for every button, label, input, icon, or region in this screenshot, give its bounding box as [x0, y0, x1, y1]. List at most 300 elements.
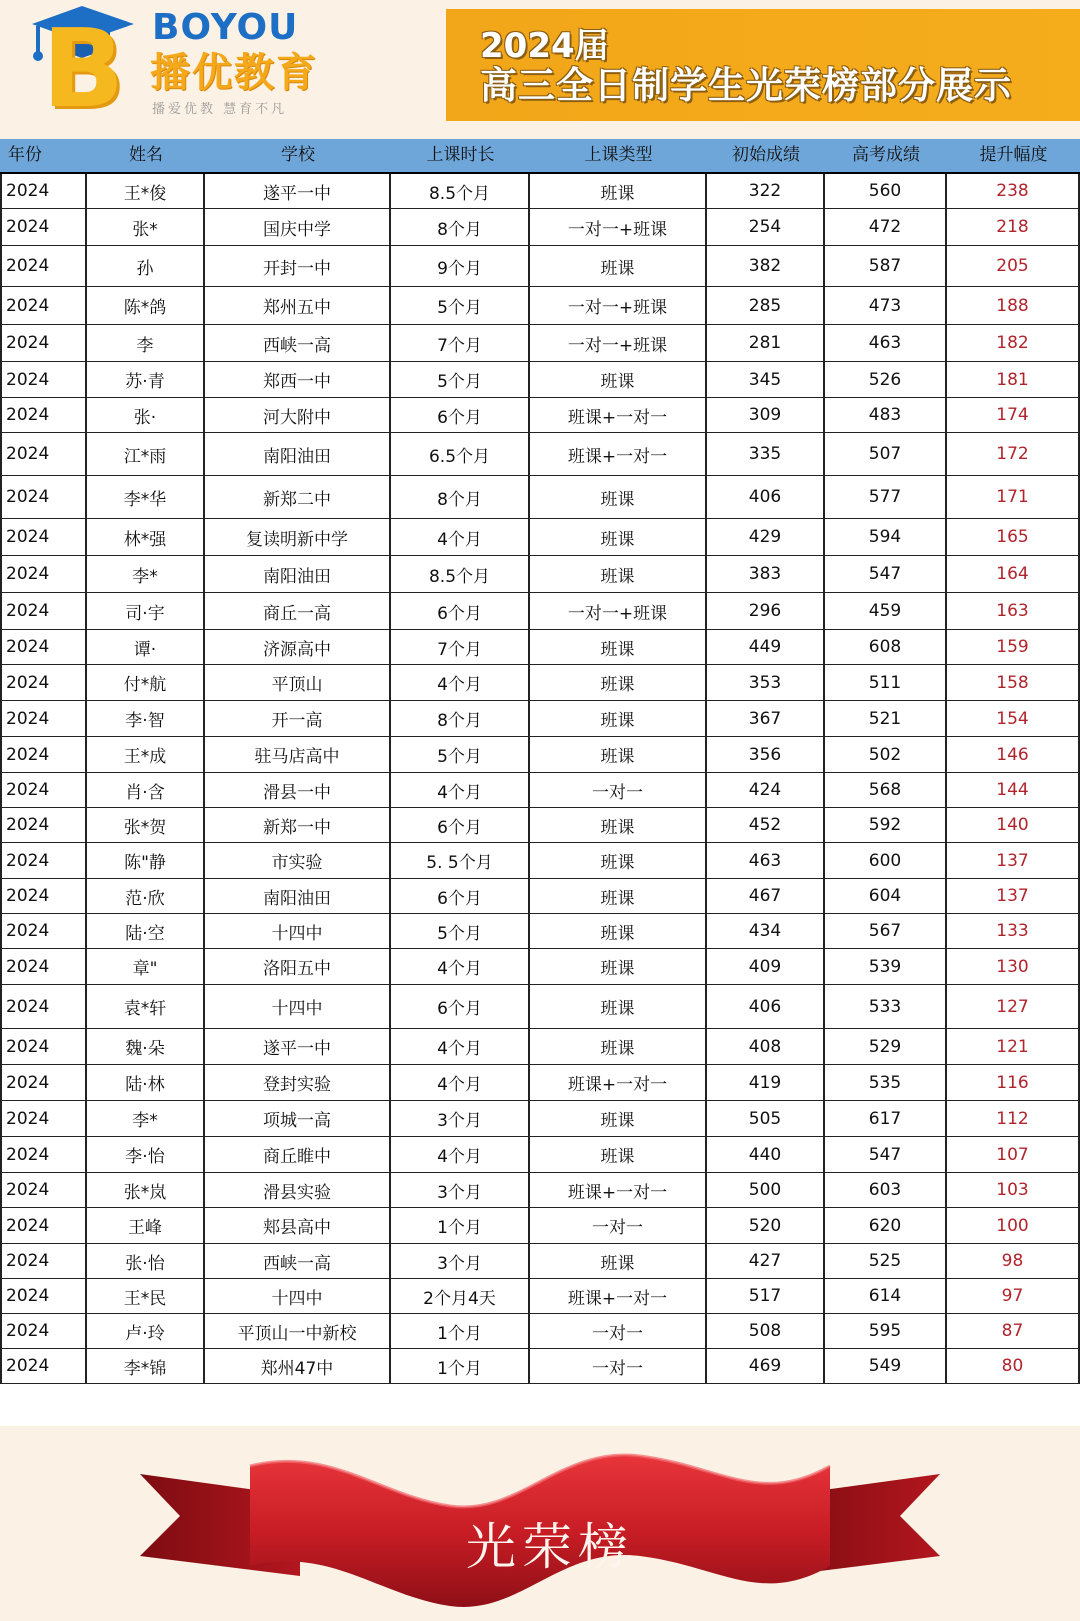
cell-duration: 4个月 — [391, 949, 530, 984]
cell-initial-score: 469 — [707, 1349, 825, 1383]
cell-class-type: 班课 — [530, 246, 707, 286]
cell-class-type: 一对一 — [530, 1349, 707, 1383]
cell-name: 李·智 — [87, 701, 205, 736]
cell-duration: 4个月 — [391, 773, 530, 807]
cell-year: 2024 — [0, 985, 87, 1028]
cell-improvement: 137 — [947, 879, 1080, 913]
cell-school: 洛阳五中 — [205, 949, 391, 984]
cell-school: 南阳油田 — [205, 879, 391, 913]
cell-initial-score: 309 — [707, 398, 825, 432]
title-banner — [446, 9, 1080, 121]
cell-year: 2024 — [0, 808, 87, 842]
cell-duration: 1个月 — [391, 1349, 530, 1383]
cell-class-type: 班课 — [530, 630, 707, 664]
cell-exam-score: 472 — [825, 209, 947, 245]
table-row — [0, 843, 1080, 879]
table-row — [0, 1065, 1080, 1101]
title-main: 高三全日制学生光荣榜部分展示 — [480, 64, 1012, 107]
cell-name: 司·宇 — [87, 593, 205, 629]
cell-year: 2024 — [0, 914, 87, 948]
cell-name: 袁*轩 — [87, 985, 205, 1028]
cell-improvement: 103 — [947, 1173, 1080, 1207]
cell-school: 滑县一中 — [205, 773, 391, 807]
cell-class-type: 班课 — [530, 362, 707, 397]
table-row — [0, 1137, 1080, 1173]
table-row — [0, 1279, 1080, 1314]
table-row — [0, 433, 1080, 476]
cell-initial-score: 254 — [707, 209, 825, 245]
cell-initial-score: 419 — [707, 1065, 825, 1100]
brand-name-en: BOYOU — [152, 7, 299, 48]
cell-exam-score: 547 — [825, 556, 947, 592]
cell-year: 2024 — [0, 398, 87, 432]
cell-class-type: 班课 — [530, 1244, 707, 1278]
cell-exam-score: 595 — [825, 1314, 947, 1348]
cell-improvement: 205 — [947, 246, 1080, 286]
cell-year: 2024 — [0, 1349, 87, 1383]
cell-duration: 3个月 — [391, 1244, 530, 1278]
cell-class-type: 班课 — [530, 1101, 707, 1136]
table-row — [0, 287, 1080, 325]
cell-name: 魏·朵 — [87, 1029, 205, 1064]
cell-improvement: 137 — [947, 843, 1080, 878]
cell-exam-score: 533 — [825, 985, 947, 1028]
cell-duration: 1个月 — [391, 1208, 530, 1243]
table-row — [0, 773, 1080, 808]
table-row — [0, 398, 1080, 433]
cell-initial-score: 409 — [707, 949, 825, 984]
cell-name: 肖·含 — [87, 773, 205, 807]
cell-class-type: 班课 — [530, 476, 707, 518]
cell-improvement: 127 — [947, 985, 1080, 1028]
cell-year: 2024 — [0, 737, 87, 772]
cell-name: 李* — [87, 556, 205, 592]
cell-duration: 7个月 — [391, 325, 530, 361]
cell-name: 李·怡 — [87, 1137, 205, 1172]
cell-class-type: 班课 — [530, 843, 707, 878]
cell-duration: 4个月 — [391, 1065, 530, 1100]
cell-exam-score: 592 — [825, 808, 947, 842]
cell-improvement: 87 — [947, 1314, 1080, 1348]
cell-initial-score: 424 — [707, 773, 825, 807]
cell-initial-score: 517 — [707, 1279, 825, 1313]
cell-school: 开封一中 — [205, 246, 391, 286]
cell-school: 国庆中学 — [205, 209, 391, 245]
table-body — [0, 174, 1080, 1384]
cell-school: 西峡一高 — [205, 325, 391, 361]
cell-year: 2024 — [0, 1065, 87, 1100]
cell-duration: 8个月 — [391, 701, 530, 736]
cell-improvement: 140 — [947, 808, 1080, 842]
cell-improvement: 130 — [947, 949, 1080, 984]
cell-class-type: 班课 — [530, 985, 707, 1028]
cell-duration: 5. 5个月 — [391, 843, 530, 878]
cell-year: 2024 — [0, 593, 87, 629]
cell-school: 平顶山一中新校 — [205, 1314, 391, 1348]
table-row — [0, 1208, 1080, 1244]
table-row — [0, 737, 1080, 773]
table-row — [0, 630, 1080, 665]
cell-duration: 3个月 — [391, 1101, 530, 1136]
brand-logo — [24, 2, 424, 132]
cell-duration: 4个月 — [391, 1137, 530, 1172]
table-row — [0, 1314, 1080, 1349]
table-row — [0, 1029, 1080, 1065]
cell-class-type: 班课+一对一 — [530, 398, 707, 432]
cell-improvement: 172 — [947, 433, 1080, 475]
cell-duration: 5个月 — [391, 737, 530, 772]
cell-initial-score: 356 — [707, 737, 825, 772]
cell-year: 2024 — [0, 1029, 87, 1064]
cell-initial-score: 434 — [707, 914, 825, 948]
cell-name: 李*锦 — [87, 1349, 205, 1383]
cell-school: 十四中 — [205, 985, 391, 1028]
table-row — [0, 476, 1080, 519]
cell-exam-score: 511 — [825, 665, 947, 700]
cell-class-type: 班课 — [530, 949, 707, 984]
cell-improvement: 158 — [947, 665, 1080, 700]
cell-class-type: 班课 — [530, 914, 707, 948]
cell-exam-score: 568 — [825, 773, 947, 807]
cell-year: 2024 — [0, 1101, 87, 1136]
table-row — [0, 325, 1080, 362]
title-year: 2024届 — [480, 26, 609, 66]
table-row — [0, 1349, 1080, 1384]
cell-exam-score: 567 — [825, 914, 947, 948]
cell-name: 张·怡 — [87, 1244, 205, 1278]
cell-exam-score: 617 — [825, 1101, 947, 1136]
cell-school: 十四中 — [205, 914, 391, 948]
cell-name: 林*强 — [87, 519, 205, 555]
cell-exam-score: 521 — [825, 701, 947, 736]
cell-exam-score: 600 — [825, 843, 947, 878]
cell-improvement: 100 — [947, 1208, 1080, 1243]
cell-improvement: 121 — [947, 1029, 1080, 1064]
cell-initial-score: 281 — [707, 325, 825, 361]
cell-improvement: 164 — [947, 556, 1080, 592]
table-row — [0, 949, 1080, 985]
cell-exam-score: 529 — [825, 1029, 947, 1064]
cell-exam-score: 594 — [825, 519, 947, 555]
cell-school: 遂平一中 — [205, 174, 391, 208]
cell-school: 商丘一高 — [205, 593, 391, 629]
cell-class-type: 一对一+班课 — [530, 593, 707, 629]
cell-name: 谭· — [87, 630, 205, 664]
cell-class-type: 班课+一对一 — [530, 1279, 707, 1313]
cell-initial-score: 367 — [707, 701, 825, 736]
table-row — [0, 1173, 1080, 1208]
cell-exam-score: 525 — [825, 1244, 947, 1278]
cell-year: 2024 — [0, 246, 87, 286]
cell-class-type: 班课+一对一 — [530, 1173, 707, 1207]
cell-name: 孙 — [87, 246, 205, 286]
cell-name: 苏·青 — [87, 362, 205, 397]
cell-initial-score: 322 — [707, 174, 825, 208]
cell-name: 王*民 — [87, 1279, 205, 1313]
cell-year: 2024 — [0, 287, 87, 324]
cell-year: 2024 — [0, 556, 87, 592]
cell-school: 平顶山 — [205, 665, 391, 700]
cell-duration: 3个月 — [391, 1173, 530, 1207]
table-row — [0, 665, 1080, 701]
cell-initial-score: 285 — [707, 287, 825, 324]
cell-duration: 6个月 — [391, 879, 530, 913]
cell-year: 2024 — [0, 665, 87, 700]
cell-duration: 7个月 — [391, 630, 530, 664]
cell-class-type: 班课 — [530, 879, 707, 913]
cell-school: 西峡一高 — [205, 1244, 391, 1278]
cell-exam-score: 507 — [825, 433, 947, 475]
cell-exam-score: 526 — [825, 362, 947, 397]
cell-improvement: 116 — [947, 1065, 1080, 1100]
cell-exam-score: 539 — [825, 949, 947, 984]
cell-class-type: 一对一+班课 — [530, 325, 707, 361]
cell-exam-score: 560 — [825, 174, 947, 208]
cell-year: 2024 — [0, 879, 87, 913]
cell-duration: 6个月 — [391, 398, 530, 432]
cell-duration: 8个月 — [391, 209, 530, 245]
cell-improvement: 163 — [947, 593, 1080, 629]
cell-class-type: 一对一 — [530, 773, 707, 807]
cell-year: 2024 — [0, 433, 87, 475]
cell-class-type: 班课+一对一 — [530, 433, 707, 475]
table-row — [0, 701, 1080, 737]
cell-name: 张* — [87, 209, 205, 245]
cell-duration: 5个月 — [391, 914, 530, 948]
table-row — [0, 914, 1080, 949]
table-row — [0, 879, 1080, 914]
table-row — [0, 556, 1080, 593]
cell-name: 张· — [87, 398, 205, 432]
cell-initial-score: 467 — [707, 879, 825, 913]
cell-initial-score: 382 — [707, 246, 825, 286]
cell-class-type: 一对一 — [530, 1314, 707, 1348]
table-row — [0, 1244, 1080, 1279]
cell-name: 卢·玲 — [87, 1314, 205, 1348]
cell-year: 2024 — [0, 1244, 87, 1278]
cell-initial-score: 520 — [707, 1208, 825, 1243]
cell-duration: 4个月 — [391, 1029, 530, 1064]
cell-school: 开一高 — [205, 701, 391, 736]
cell-duration: 6个月 — [391, 593, 530, 629]
cell-initial-score: 335 — [707, 433, 825, 475]
header-name: 姓名 — [129, 145, 163, 165]
cell-year: 2024 — [0, 209, 87, 245]
cell-name: 王*俊 — [87, 174, 205, 208]
cell-initial-score: 429 — [707, 519, 825, 555]
cell-class-type: 一对一 — [530, 1208, 707, 1243]
logo-letter: B — [42, 7, 125, 132]
cell-name: 李* — [87, 1101, 205, 1136]
table-row — [0, 1101, 1080, 1137]
cell-school: 南阳油田 — [205, 433, 391, 475]
cell-improvement: 98 — [947, 1244, 1080, 1278]
cell-year: 2024 — [0, 843, 87, 878]
cell-name: 王峰 — [87, 1208, 205, 1243]
cell-class-type: 班课 — [530, 701, 707, 736]
cell-improvement: 107 — [947, 1137, 1080, 1172]
cell-name: 王*成 — [87, 737, 205, 772]
cell-school: 商丘睢中 — [205, 1137, 391, 1172]
cell-duration: 5个月 — [391, 287, 530, 324]
cell-initial-score: 345 — [707, 362, 825, 397]
cell-improvement: 238 — [947, 174, 1080, 208]
cell-class-type: 班课 — [530, 1029, 707, 1064]
cell-name: 张*岚 — [87, 1173, 205, 1207]
cell-school: 新郑二中 — [205, 476, 391, 518]
table-row — [0, 209, 1080, 246]
cell-year: 2024 — [0, 174, 87, 208]
cell-name: 李 — [87, 325, 205, 361]
cell-name: 陈"静 — [87, 843, 205, 878]
cell-initial-score: 452 — [707, 808, 825, 842]
cell-school: 十四中 — [205, 1279, 391, 1313]
cell-school: 复读明新中学 — [205, 519, 391, 555]
cell-year: 2024 — [0, 476, 87, 518]
cell-improvement: 171 — [947, 476, 1080, 518]
cell-improvement: 181 — [947, 362, 1080, 397]
cell-initial-score: 463 — [707, 843, 825, 878]
cell-exam-score: 620 — [825, 1208, 947, 1243]
cell-exam-score: 608 — [825, 630, 947, 664]
header-school: 学校 — [281, 145, 315, 165]
cell-year: 2024 — [0, 701, 87, 736]
cell-exam-score: 603 — [825, 1173, 947, 1207]
cell-school: 河大附中 — [205, 398, 391, 432]
cell-exam-score: 483 — [825, 398, 947, 432]
table-row — [0, 362, 1080, 398]
cell-initial-score: 500 — [707, 1173, 825, 1207]
cell-duration: 2个月4天 — [391, 1279, 530, 1313]
cell-duration: 6个月 — [391, 985, 530, 1028]
header-exam-score: 高考成绩 — [852, 145, 920, 165]
cell-exam-score: 587 — [825, 246, 947, 286]
cell-improvement: 165 — [947, 519, 1080, 555]
cell-exam-score: 614 — [825, 1279, 947, 1313]
cell-year: 2024 — [0, 773, 87, 807]
cell-class-type: 班课 — [530, 1137, 707, 1172]
honor-table — [0, 139, 1080, 1426]
table-row — [0, 985, 1080, 1029]
cell-name: 李*华 — [87, 476, 205, 518]
cell-name: 付*航 — [87, 665, 205, 700]
cell-year: 2024 — [0, 1208, 87, 1243]
cell-year: 2024 — [0, 949, 87, 984]
cell-class-type: 一对一+班课 — [530, 287, 707, 324]
cell-year: 2024 — [0, 362, 87, 397]
cell-improvement: 133 — [947, 914, 1080, 948]
header-initial-score: 初始成绩 — [732, 145, 800, 165]
cell-duration: 4个月 — [391, 665, 530, 700]
cell-exam-score: 502 — [825, 737, 947, 772]
cell-year: 2024 — [0, 1279, 87, 1313]
cell-duration: 8.5个月 — [391, 174, 530, 208]
banner-title: 光荣榜 — [466, 1518, 634, 1576]
cell-duration: 4个月 — [391, 519, 530, 555]
cell-school: 济源高中 — [205, 630, 391, 664]
cell-improvement: 218 — [947, 209, 1080, 245]
cell-school: 郑西一中 — [205, 362, 391, 397]
cell-improvement: 144 — [947, 773, 1080, 807]
header-improvement: 提升幅度 — [979, 145, 1048, 165]
cell-exam-score: 473 — [825, 287, 947, 324]
cell-initial-score: 408 — [707, 1029, 825, 1064]
cell-school: 驻马店高中 — [205, 737, 391, 772]
cell-initial-score: 406 — [707, 476, 825, 518]
cell-class-type: 班课 — [530, 174, 707, 208]
cell-exam-score: 459 — [825, 593, 947, 629]
cell-initial-score: 449 — [707, 630, 825, 664]
table-row — [0, 808, 1080, 843]
cell-name: 张*贺 — [87, 808, 205, 842]
cell-improvement: 159 — [947, 630, 1080, 664]
table-row — [0, 246, 1080, 287]
cell-school: 遂平一中 — [205, 1029, 391, 1064]
cell-year: 2024 — [0, 1173, 87, 1207]
cell-duration: 1个月 — [391, 1314, 530, 1348]
cell-exam-score: 604 — [825, 879, 947, 913]
cell-improvement: 174 — [947, 398, 1080, 432]
cell-school: 新郑一中 — [205, 808, 391, 842]
cell-exam-score: 463 — [825, 325, 947, 361]
cell-initial-score: 383 — [707, 556, 825, 592]
cell-year: 2024 — [0, 519, 87, 555]
cell-class-type: 班课 — [530, 665, 707, 700]
cell-school: 项城一高 — [205, 1101, 391, 1136]
cell-class-type: 班课 — [530, 556, 707, 592]
cell-name: 陆·空 — [87, 914, 205, 948]
table-row — [0, 593, 1080, 630]
cell-duration: 8.5个月 — [391, 556, 530, 592]
table-row — [0, 174, 1080, 209]
cell-school: 郑州五中 — [205, 287, 391, 324]
cell-school: 登封实验 — [205, 1065, 391, 1100]
cell-year: 2024 — [0, 1314, 87, 1348]
cell-exam-score: 549 — [825, 1349, 947, 1383]
cell-class-type: 班课+一对一 — [530, 1065, 707, 1100]
cell-name: 陈*鸽 — [87, 287, 205, 324]
cell-name: 江*雨 — [87, 433, 205, 475]
cell-year: 2024 — [0, 630, 87, 664]
cell-duration: 5个月 — [391, 362, 530, 397]
cell-duration: 8个月 — [391, 476, 530, 518]
cell-class-type: 班课 — [530, 808, 707, 842]
page-header — [0, 0, 1080, 139]
cell-class-type: 一对一+班课 — [530, 209, 707, 245]
cell-year: 2024 — [0, 1137, 87, 1172]
cell-initial-score: 406 — [707, 985, 825, 1028]
cell-name: 范·欣 — [87, 879, 205, 913]
cell-initial-score: 427 — [707, 1244, 825, 1278]
cell-improvement: 80 — [947, 1349, 1080, 1383]
cell-improvement: 154 — [947, 701, 1080, 736]
cell-initial-score: 440 — [707, 1137, 825, 1172]
cell-name: 章" — [87, 949, 205, 984]
table-row — [0, 519, 1080, 556]
cell-name: 陆·林 — [87, 1065, 205, 1100]
header-class-type: 上课类型 — [584, 145, 653, 165]
brand-slogan: 播爱优教 慧育不凡 — [152, 102, 288, 117]
cell-duration: 6个月 — [391, 808, 530, 842]
cell-improvement: 188 — [947, 287, 1080, 324]
cell-school: 郑州47中 — [205, 1349, 391, 1383]
cell-initial-score: 505 — [707, 1101, 825, 1136]
table-header — [0, 139, 1080, 174]
cell-initial-score: 353 — [707, 665, 825, 700]
brand-name-cn: 播优教育 — [150, 50, 318, 96]
honor-banner — [0, 1426, 1080, 1621]
cell-year: 2024 — [0, 325, 87, 361]
